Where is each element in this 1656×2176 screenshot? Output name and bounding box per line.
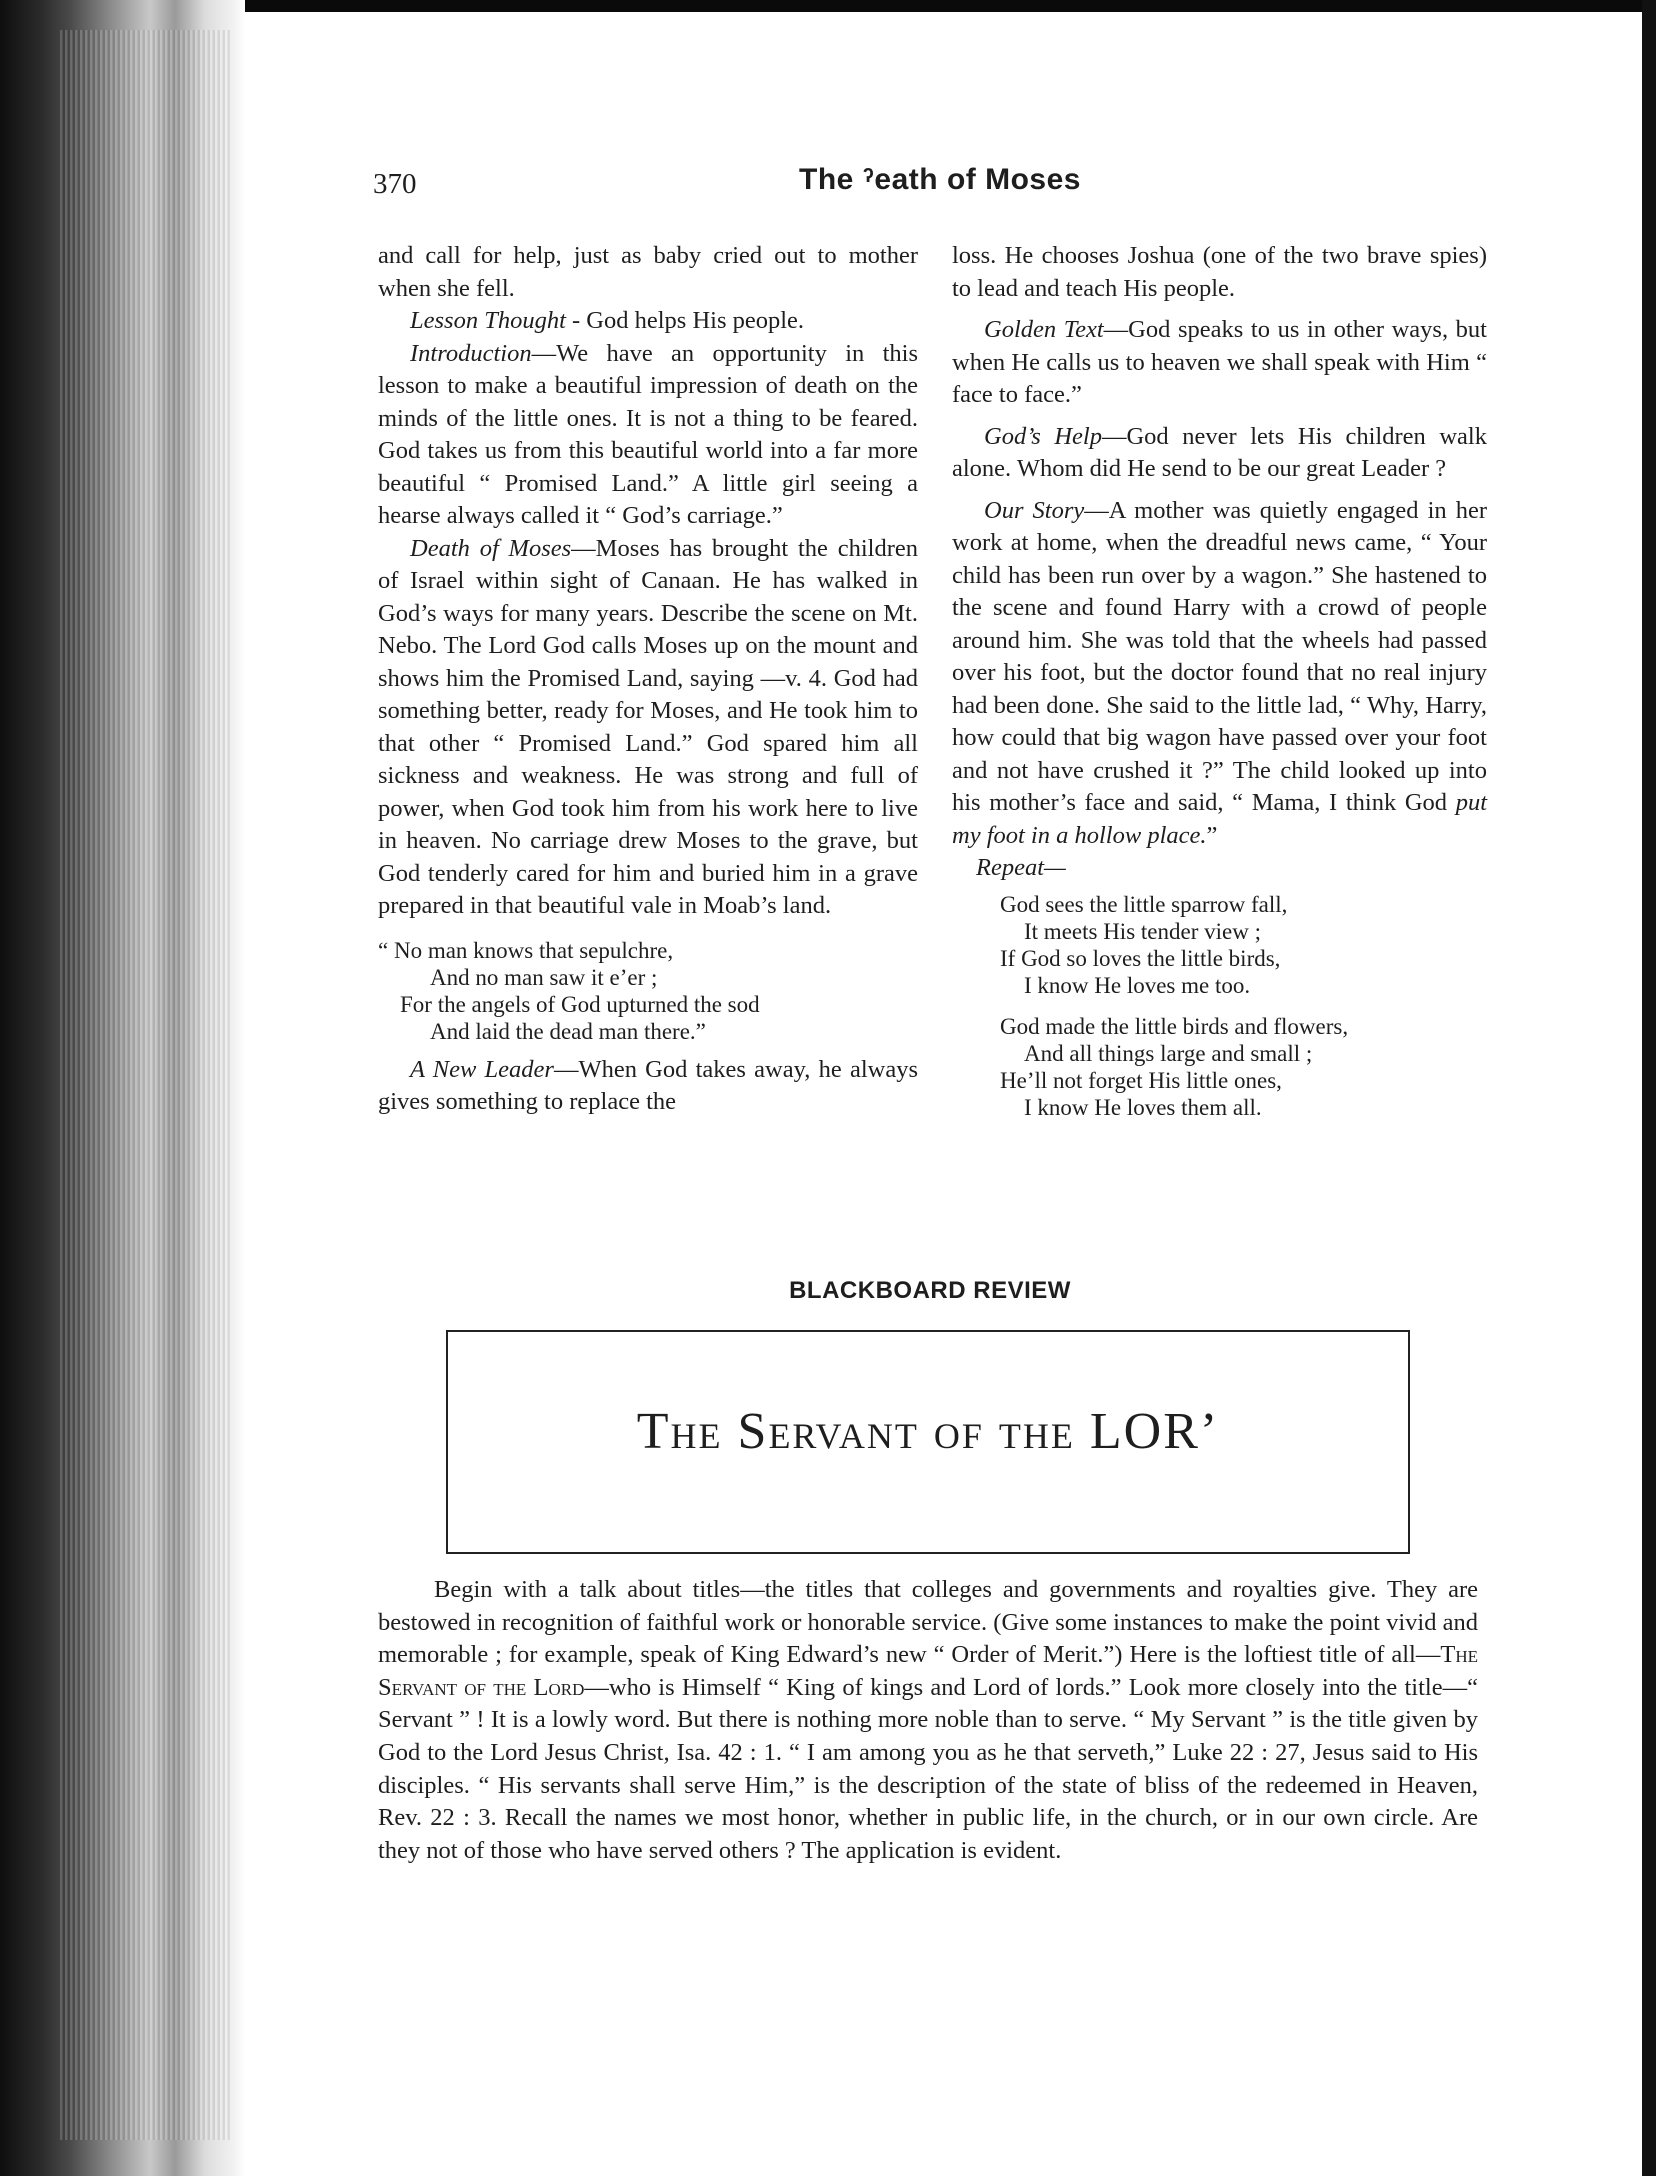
paragraph: and call for help, just as baby cried out to mother when she fell. xyxy=(378,242,918,302)
our-story-label: Our Story xyxy=(984,496,1085,524)
death-of-moses-label: Death of Moses xyxy=(410,534,572,562)
page-edge-lines xyxy=(60,30,230,2140)
poem-line: God made the little birds and flowers, xyxy=(1000,1013,1349,1039)
new-leader-text: —When God takes away, he always gives something to replace the xyxy=(378,1055,918,1115)
poem-line: It meets His tender view ; xyxy=(1024,918,1261,944)
poem-line: And no man saw it e’er ; xyxy=(430,964,658,990)
poem-line: If God so loves the little birds, xyxy=(1000,945,1281,971)
repeat-label: Repeat— xyxy=(976,854,1066,881)
our-story-italic: put my foot in a hollow place. xyxy=(952,789,1487,849)
blackboard-explanation-paragraph xyxy=(378,1574,1478,1867)
poem-sepulchre xyxy=(378,937,918,1045)
new-leader-paragraph xyxy=(378,1054,918,1119)
poem-line: I know He loves them all. xyxy=(1024,1094,1262,1120)
poem-birds-flowers xyxy=(952,1013,1487,1121)
scan-top-border xyxy=(0,0,1656,12)
page-number: 370 xyxy=(373,168,417,200)
repeat-heading xyxy=(952,852,1487,885)
gods-help-paragraph xyxy=(952,421,1487,486)
our-story-text: —A mother was quietly engaged in her work at home, when the dreadful news came, “ Your child has been run over by a wagon.” She hastened to the scene and found Harry with a crowd of people around him. She was told that the wheels had passed over his foot, but the doctor found that no real injury had been done. She said to the little lad, “ Why, Harry, how could that big wagon have passed over your foot and not have crushed it ?” The child looked up into his mother’s face and said, “ Mama, I think God xyxy=(952,496,1487,816)
lesson-thought-label: Lesson Thought xyxy=(410,307,566,334)
golden-text: —God speaks to us in other ways, but when He calls us to heaven we shall speak with Him “ face to face.” xyxy=(952,316,1487,408)
lesson-thought-text: - God helps His people. xyxy=(565,307,805,334)
right-column xyxy=(952,240,1487,1121)
golden-text-label: Golden Text xyxy=(984,316,1104,343)
poem-line: For the angels of God upturned the sod xyxy=(400,991,760,1017)
poem-line: God sees the little sparrow fall, xyxy=(1000,891,1288,917)
golden-text-paragraph xyxy=(952,314,1487,412)
left-column xyxy=(378,240,918,1119)
death-of-moses-paragraph xyxy=(378,533,918,923)
paragraph-text-part-b: —who is Himself “ King of kings and Lord of lords.” Look more closely into the title—“ Servant ” ! It is a lowly word. But there is nothing more noble than to serve. “ My Servant ” is the title given by God to the Lord Jesus Christ, Isa. 42 : 1. “ I am among you as he that serveth,” Luke 22 : 27, Jesus said to His disciples. “ His servants shall serve Him,” is the description of the state of bliss of the redeemed in Heaven, Rev. 22 : 3. Recall the names we most honor, whether in public life, in the church, or in our own circle. Are they not of those who have served others ? The application is evident. xyxy=(378,1673,1478,1864)
blackboard-box xyxy=(446,1330,1410,1554)
lesson-thought xyxy=(378,305,918,338)
our-story-end: ” xyxy=(1206,821,1218,849)
death-of-moses-text: —Moses has brought the children of Israel within sight of Canaan. He has walked in God’s ways for many years. Describe the scene on Mt. Nebo. The Lord God calls Moses up on the mount and shows him the Promised Land, saying —v. 4. God had something better, ready for Moses, and He took him to that other “ Promised Land.” God spared him all sickness and weakness. He was strong and full of power, when God took him from his work here to live in heaven. No carriage drew Moses to the grave, but God tenderly cared for him and buried him in a grave prepared in that beautiful vale in Moab’s land. xyxy=(378,534,918,919)
blackboard-title: The Servant of the LORʼ xyxy=(636,1403,1220,1460)
servant-of-the-lord-smallcaps: The Servant of the Lord xyxy=(378,1641,1478,1701)
running-title: The ˀeath of Moses xyxy=(799,163,1081,196)
our-story-paragraph xyxy=(952,495,1487,853)
introduction-label: Introduction xyxy=(410,339,532,367)
paragraph-text-part-a: Begin with a talk about titles—the titles that colleges and governments and royalties give. They are bestowed in recognition of faithful work or honorable service. (Give some instances to make the point vivid and memorable ; for example, speak of King Edward’s new “ Order of Merit.”) Here is the loftiest title of all— xyxy=(378,1576,1478,1669)
poem-line: And all things large and small ; xyxy=(1024,1040,1313,1066)
book-page-edges xyxy=(0,0,245,2176)
introduction-paragraph xyxy=(378,338,918,533)
poem-sparrow xyxy=(952,891,1487,999)
introduction-text: —We have an opportunity in this lesson to make a beautiful impression of death on the minds of the little ones. It is not a thing to be feared. God takes us from this beautiful world into a far more beautiful “ Promised Land.” A little girl seeing a hearse always called it “ God’s carriage.” xyxy=(378,339,918,529)
paragraph: loss. He chooses Joshua (one of the two brave spies) to lead and teach His people. xyxy=(952,242,1487,302)
poem-line: “ No man knows that sepulchre, xyxy=(378,937,674,963)
blackboard-review-heading: BLACKBOARD REVIEW xyxy=(789,1277,1071,1304)
scan-right-border xyxy=(1642,0,1656,2176)
gods-help-label: God’s Help xyxy=(984,422,1102,450)
poem-line: He’ll not forget His little ones, xyxy=(1000,1067,1282,1093)
poem-line: And laid the dead man there.” xyxy=(430,1018,706,1044)
new-leader-label: A New Leader xyxy=(410,1055,554,1083)
gods-help-text: —God never lets His children walk alone. Whom did He send to be our great Leader ? xyxy=(952,422,1487,482)
poem-line: I know He loves me too. xyxy=(1024,972,1251,998)
